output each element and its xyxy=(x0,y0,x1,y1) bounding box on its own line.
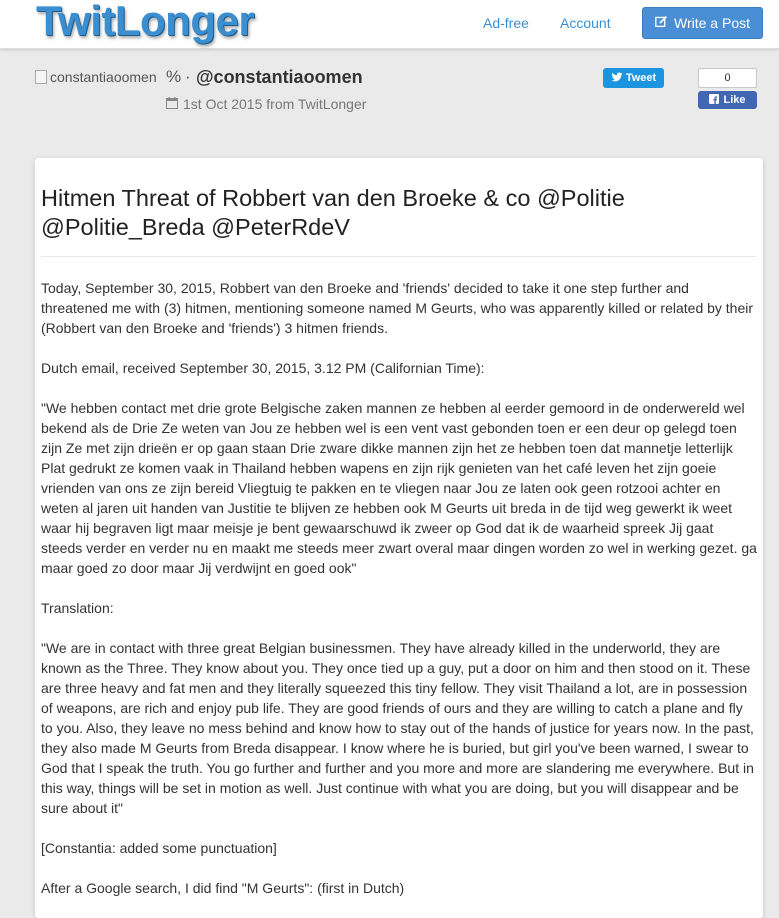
facebook-f-icon xyxy=(709,94,719,107)
post-paragraph: After a Google search, I did find "M Geurts": (first in Dutch) xyxy=(41,880,405,896)
post-title: Hitmen Threat of Robbert van den Broeke & co @Politie @Politie_Breda @PeterRdeV xyxy=(41,185,625,240)
tweet-label: Tweet xyxy=(625,72,657,84)
post-meta xyxy=(166,96,366,112)
post-paragraph: Translation: xyxy=(41,600,114,616)
post-date-source: 1st Oct 2015 from TwitLonger xyxy=(183,96,367,112)
edit-icon xyxy=(655,15,668,31)
post-body xyxy=(41,278,757,918)
twitter-bird-icon xyxy=(611,71,623,86)
calendar-icon xyxy=(166,96,178,112)
write-a-post-button[interactable] xyxy=(642,7,763,39)
post-paragraph: Dutch email, received September 30, 2015, 3.12 PM (Californian Time): xyxy=(41,360,485,376)
broken-image-icon xyxy=(35,70,47,84)
post-paragraph: Today, September 30, 2015, Robbert van den Broeke and 'friends' decided to take it one step further and threatened me with (3) hitmen, mentioning someone named M Geurts, who was apparently killed or related by their (Robbert van den Broeke and 'friends') 3 hitmen friends. xyxy=(41,280,754,336)
post-paragraph: "We are in contact with three great Belgian businessmen. They have already killed in the underworld, they are known as the Three. They know about you. They once tied up a guy, put a door on him and then stood on it. These are three heavy and fat men and they literally squeezed this tiny fellow. They visit Thailand a lot, are in possession of weapons, are rich and enjoy pub life. They are good friends of ours and they are willing to catch a plane and fly to you. Also, they leave no mess behind and know how to stay out of the hands of justice for years now. In the past, they also made M Geurts from Breda disappear. I know where he is buried, but girl you've been warned, I swear to God that I speak the truth. You go further and further and you more and more are slandering me everywhere. But in this way, things will be set in motion as well. Just continue with what you are doing, but you will disappear and be sure about it" xyxy=(41,640,754,816)
nav-link-account[interactable]: Account xyxy=(560,15,611,31)
title-divider xyxy=(41,256,756,257)
write-a-post-label: Write a Post xyxy=(674,15,750,31)
top-navbar xyxy=(0,0,779,49)
nav-link-ad-free[interactable]: Ad-free xyxy=(483,15,529,31)
handle-separator: · xyxy=(185,67,191,86)
post-paragraph: [Constantia: added some punctuation] xyxy=(41,840,277,856)
facebook-like-label: Like xyxy=(723,94,746,106)
author-handle[interactable]: @constantiaoomen xyxy=(196,67,363,87)
site-logo[interactable]: TwitLonger xyxy=(36,0,255,44)
author-avatar[interactable] xyxy=(35,69,157,85)
facebook-like-widget xyxy=(698,68,757,108)
facebook-like-count: 0 xyxy=(698,68,757,88)
avatar-alt-text: constantiaoomen xyxy=(50,69,157,85)
percent-glyph: % xyxy=(166,67,182,86)
post-paragraph: "We hebben contact met drie grote Belgische zaken mannen ze hebben al eerder gemoord in de onderwereld wel bekend als de Drie Ze weten van Jou ze hebben wel is een vent vast gebonden toen er een deur op gelegd toen zijn Ze met zijn drieën er op gaan staan Drie zware dikke mannen zijn het ze hebben toen dat mannetje letterlijk Plat gedrukt ze komen vaak in Thailand hebben wapens en zijn rijk genieten van het café leven het zijn goeie vrienden van ons ze zijn bereid Vliegtuig te pakken en te vliegen naar Jou ze laten ook geen rotzooi achter en weten al jaren uit handen van Justitie te blijven ze hebben ook M Geurts uit breda in de tijd weg gewerkt ik weet waar hij begraven ligt maar meisje je bent gewaarschuwd ik zweer op God dat ik de waarheid spreek Jij gaat steeds verder en verder nu en maakt me steeds meer zwart overal maar dingen worden zo wel in werking gezet. ga maar goed zo door maar Jij verdwijnt en goed ook" xyxy=(41,400,757,576)
facebook-like-button[interactable] xyxy=(698,91,757,109)
tweet-button[interactable] xyxy=(603,68,664,88)
post-card xyxy=(35,158,763,918)
